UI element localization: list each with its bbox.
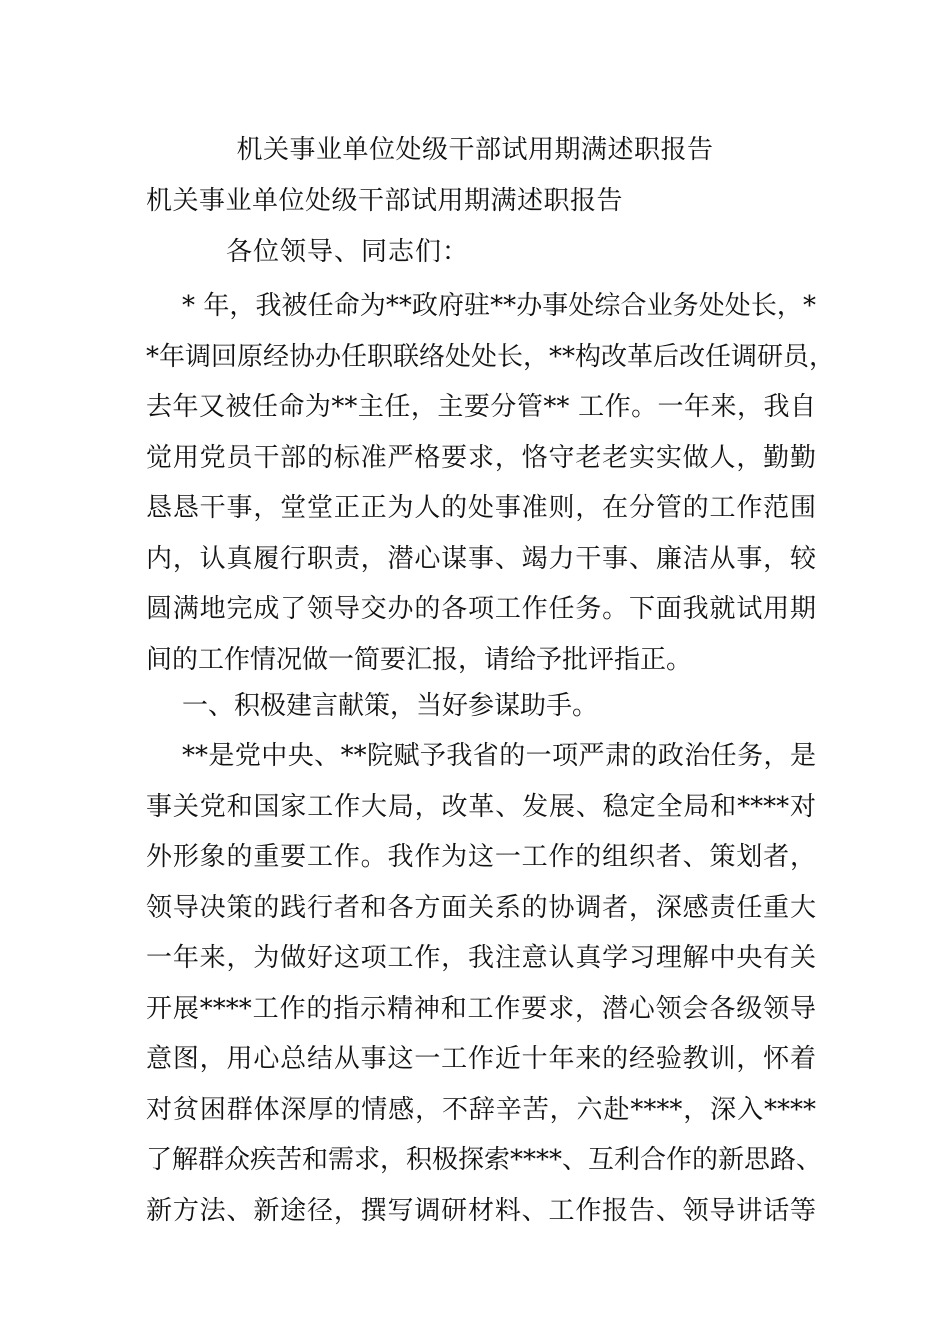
text-line: 一年来，为做好这项工作，我注意认真学习理解中央有关 bbox=[146, 943, 816, 973]
text-line: 新方法、新途径，撰写调研材料、工作报告、领导讲话等 bbox=[146, 1195, 816, 1226]
text-line: * 年，我被任命为**政府驻**办事处综合业务处处长，* bbox=[182, 291, 816, 321]
text-line: 内，认真履行职责，潜心谋事、竭力干事、廉洁从事，较 bbox=[146, 543, 816, 574]
text-line: **是党中央、**院赋予我省的一项严肃的政治任务，是 bbox=[182, 741, 816, 771]
text-line: 对贫困群体深厚的情感，不辞辛苦，六赴****，深入**** bbox=[146, 1094, 816, 1125]
text-line: 意图，用心总结从事这一工作近十年来的经验教训，怀着 bbox=[146, 1044, 816, 1074]
text-line: *年调回原经协办任职联络处处长，**构改革后改任调研员， bbox=[146, 341, 836, 372]
text-line: 外形象的重要工作。我作为这一工作的组织者、策划者， bbox=[146, 842, 816, 872]
text-line: 开展****工作的指示精神和工作要求，潜心领会各级领导 bbox=[146, 993, 816, 1024]
text-line: 觉用党员干部的标准严格要求，恪守老老实实做人，勤勤 bbox=[146, 442, 816, 473]
document-title: 机关事业单位处级干部试用期满述职报告 bbox=[236, 135, 714, 165]
text-line: 间的工作情况做一简要汇报，请给予批评指正。 bbox=[146, 644, 693, 675]
paragraph-advisory-work bbox=[146, 731, 823, 1236]
section-heading-text: 一、积极建言献策，当好参谋助手。 bbox=[182, 691, 599, 721]
salutation: 各位领导、同志们： bbox=[226, 237, 470, 267]
text-line: 事关党和国家工作大局，改革、发展、稳定全局和****对 bbox=[146, 791, 816, 822]
text-line: 领导决策的践行者和各方面关系的协调者，深感责任重大 bbox=[146, 892, 816, 923]
section-heading-1 bbox=[146, 681, 816, 732]
text-line: 了解群众疾苦和需求，积极探索****、互利合作的新思路、 bbox=[146, 1145, 823, 1175]
text-line: 去年又被任命为**主任，主要分管** 工作。一年来，我自 bbox=[146, 392, 816, 422]
paragraph-appointment-history bbox=[146, 281, 836, 685]
document-subtitle: 机关事业单位处级干部试用期满述职报告 bbox=[146, 186, 624, 216]
text-line: 恳恳干事，堂堂正正为人的处事准则，在分管的工作范围 bbox=[146, 493, 816, 523]
text-line: 圆满地完成了领导交办的各项工作任务。下面我就试用期 bbox=[146, 594, 816, 624]
